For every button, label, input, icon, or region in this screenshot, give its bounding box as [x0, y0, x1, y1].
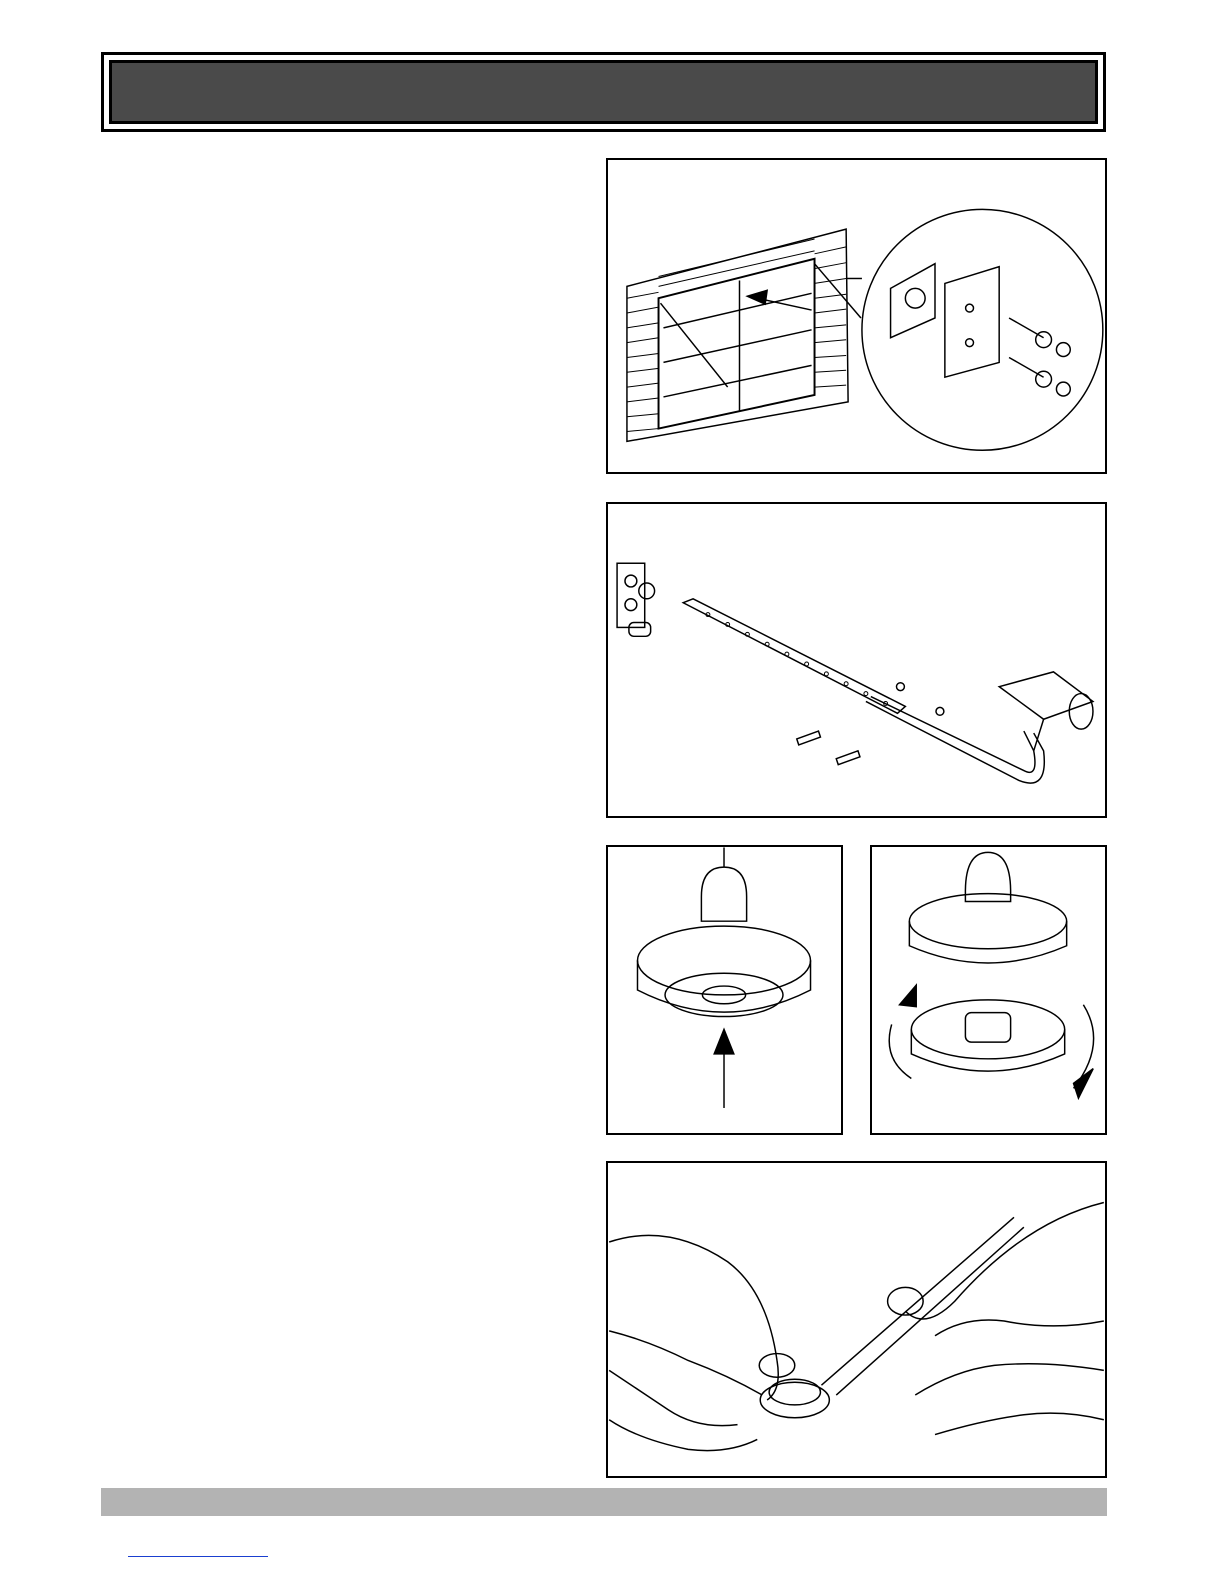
instruction-text-column: [101, 160, 581, 1470]
figure-remote-press: [606, 845, 843, 1135]
remote-twist-open-illustration: [872, 847, 1105, 1133]
header-banner: [101, 52, 1106, 132]
footer-link-underline[interactable]: [128, 1556, 268, 1557]
figure-wall-bracket: [606, 158, 1107, 474]
battery-replacement-illustration: [608, 1163, 1105, 1476]
wall-bracket-illustration: [608, 160, 1105, 472]
figure-remote-open: [870, 845, 1107, 1135]
figure-battery: [606, 1161, 1107, 1478]
figure-door-arm: [606, 502, 1107, 818]
door-arm-assembly-illustration: [608, 504, 1105, 816]
footer-bar: [101, 1488, 1107, 1516]
remote-press-button-illustration: [608, 847, 841, 1133]
header-banner-inner: [109, 60, 1098, 124]
